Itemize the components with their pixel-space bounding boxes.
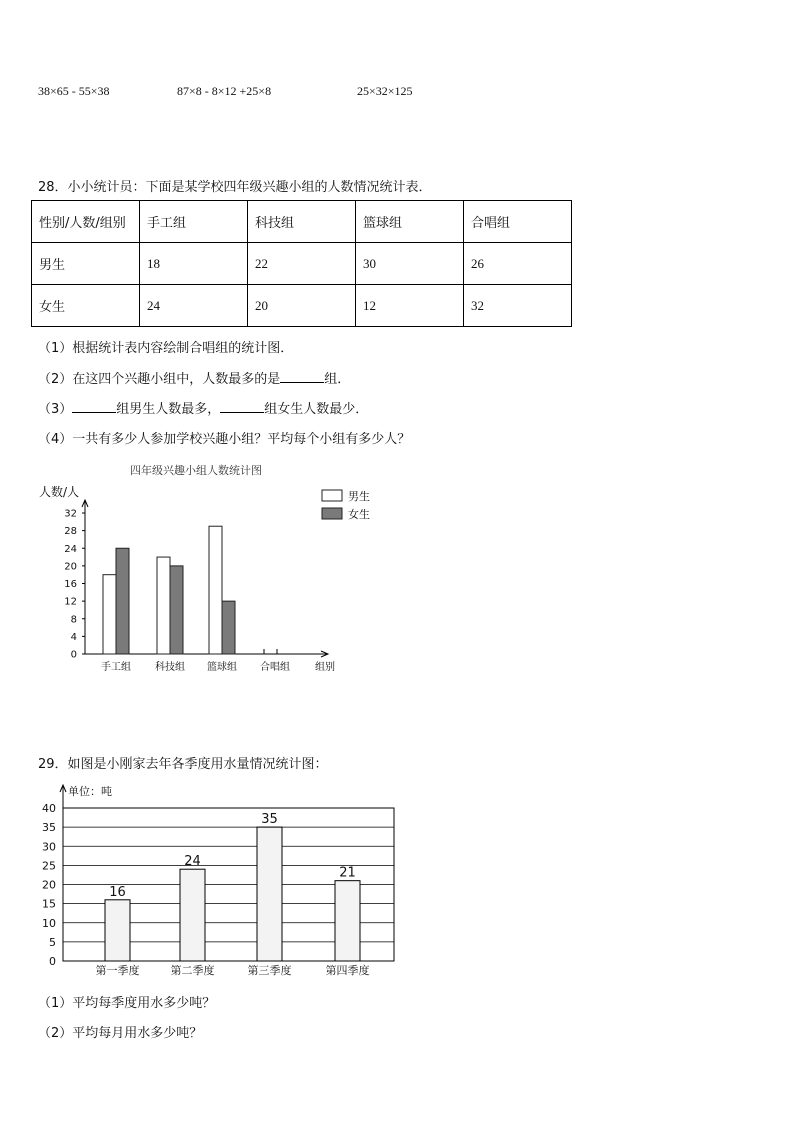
- q29-sub1: （1）平均每季度用水多少吨？: [38, 996, 216, 1011]
- x-tick-label: 第一季度: [95, 964, 140, 977]
- bar-quarter: [335, 881, 360, 961]
- y-tick-label: 10: [42, 916, 56, 930]
- table-cell: 30: [356, 243, 464, 285]
- table-row: [32, 243, 572, 285]
- q28-sub3-text-b: 组男生人数最多，: [116, 402, 221, 417]
- table-header-cell: 科技组: [248, 201, 356, 243]
- expression-3: 25×32×125: [357, 84, 413, 98]
- q28-sub2: [38, 368, 350, 387]
- data-label: 35: [261, 812, 278, 828]
- y-tick-label: 32: [64, 508, 77, 520]
- x-tick-label: 科技组: [155, 662, 185, 673]
- bar-quarter: [180, 869, 205, 961]
- water-usage-chart: [30, 778, 400, 983]
- y-tick-label: 15: [42, 897, 56, 911]
- q28-sub3-text-c: 组女生人数最少．: [264, 402, 369, 417]
- legend-label: 女生: [348, 508, 370, 521]
- table-cell: 18: [140, 243, 248, 285]
- y-tick-label: 20: [64, 561, 77, 573]
- table-header-cell: 合唱组: [464, 201, 572, 243]
- y-tick-label: 0: [70, 649, 77, 661]
- y-axis-label: 人数/人: [39, 485, 80, 499]
- x-axis-label: 组别: [315, 662, 335, 673]
- data-label: 16: [109, 884, 126, 900]
- x-tick-label: 合唱组: [260, 662, 290, 673]
- q29-title: 29．如图是小刚家去年各季度用水量情况统计图：: [38, 757, 328, 772]
- table-cell: 20: [248, 285, 356, 327]
- y-tick-label: 16: [64, 579, 77, 590]
- chart-title: 四年级兴趣小组人数统计图: [130, 464, 262, 477]
- y-tick-label: 0: [49, 955, 56, 968]
- answer-blank[interactable]: [72, 400, 116, 413]
- table-cell: 女生: [32, 285, 140, 327]
- table-cell: 12: [356, 285, 464, 327]
- y-tick-label: 30: [42, 840, 56, 854]
- table-header-row: [32, 201, 572, 243]
- q28-sub4: （4）一共有多少人参加学校兴趣小组？平均每个小组有多少人？: [38, 432, 411, 447]
- table-row: [32, 285, 572, 327]
- bar-boys: [209, 526, 222, 654]
- legend-swatch: [322, 490, 342, 501]
- x-tick-label: 第二季度: [170, 964, 215, 977]
- y-tick-label: 35: [42, 821, 56, 835]
- q29-sub2: （2）平均每月用水多少吨？: [38, 1026, 203, 1041]
- table-cell: 男生: [32, 243, 140, 285]
- bar-boys: [103, 575, 116, 654]
- x-tick-label: 篮球组: [207, 662, 237, 673]
- bar-quarter: [105, 900, 130, 961]
- y-tick-label: 40: [42, 802, 56, 815]
- y-tick-label: 12: [64, 596, 77, 608]
- expression-1: 38×65 - 55×38: [38, 84, 110, 98]
- y-tick-label: 25: [42, 859, 56, 873]
- y-tick-label: 28: [64, 526, 77, 538]
- bar-girls: [170, 566, 183, 654]
- bar-quarter: [257, 827, 282, 961]
- q28-sub1: （1）根据统计表内容绘制合唱组的统计图．: [38, 341, 294, 356]
- bar-girls: [116, 548, 129, 654]
- data-label: 21: [339, 865, 356, 881]
- answer-blank[interactable]: [220, 400, 264, 413]
- q28-sub2-text-b: 组．: [324, 372, 351, 387]
- table-header-cell: 手工组: [140, 201, 248, 243]
- table-cell: 24: [140, 285, 248, 327]
- answer-blank[interactable]: [280, 370, 324, 383]
- bar-boys: [157, 557, 170, 654]
- y-tick-label: 24: [64, 543, 77, 555]
- y-tick-label: 20: [42, 878, 56, 892]
- q28-sub2-text-a: （2）在这四个兴趣小组中，人数最多的是: [38, 372, 281, 387]
- unit-label: 单位：吨: [68, 785, 112, 798]
- legend-label: 男生: [348, 490, 370, 503]
- x-tick-label: 第四季度: [325, 964, 370, 977]
- legend-swatch: [322, 508, 342, 519]
- expression-2: 87×8 - 8×12 +25×8: [177, 84, 272, 98]
- y-tick-label: 8: [70, 614, 77, 626]
- interest-group-chart: [30, 455, 390, 680]
- table-header-cell: 性别/人数/组别: [32, 201, 140, 243]
- q28-sub3-text-a: （3）: [38, 402, 73, 417]
- q28-title: 28．小小统计员：下面是某学校四年级兴趣小组的人数情况统计表．: [38, 180, 432, 195]
- q28-sub3: [38, 398, 368, 417]
- y-tick-label: 4: [70, 631, 77, 643]
- stat-table: [31, 200, 572, 327]
- y-tick-label: 5: [49, 935, 56, 949]
- x-tick-label: 第三季度: [247, 964, 292, 977]
- x-tick-label: 手工组: [101, 662, 131, 673]
- bar-girls: [222, 601, 235, 654]
- table-cell: 32: [464, 285, 572, 327]
- table-cell: 26: [464, 243, 572, 285]
- table-header-cell: 篮球组: [356, 201, 464, 243]
- data-label: 24: [184, 854, 201, 870]
- table-cell: 22: [248, 243, 356, 285]
